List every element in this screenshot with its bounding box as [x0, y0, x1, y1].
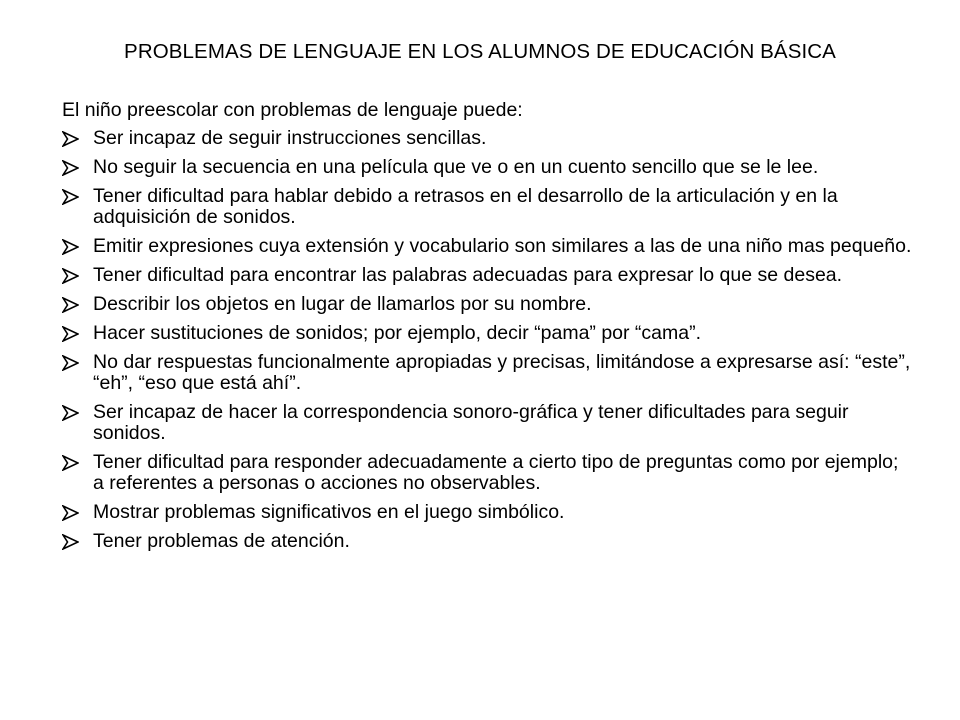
- arrowhead-bullet-icon: [62, 534, 79, 550]
- list-item: [62, 402, 912, 444]
- list-item-text: Tener problemas de atención.: [93, 530, 350, 552]
- arrowhead-bullet-icon: [62, 268, 79, 284]
- arrowhead-bullet-icon: [62, 131, 79, 147]
- list-item: [62, 323, 912, 344]
- list-item: [62, 352, 912, 394]
- list-item: [62, 452, 912, 494]
- list-item-text: Describir los objetos en lugar de llamarlos por su nombre.: [93, 293, 592, 315]
- list-item-text: No seguir la secuencia en una película que ve o en un cuento sencillo que se le lee.: [93, 156, 819, 178]
- arrowhead-bullet-icon: [62, 239, 79, 255]
- list-item: [62, 128, 912, 149]
- slide-title: PROBLEMAS DE LENGUAJE EN LOS ALUMNOS DE EDUCACIÓN BÁSICA: [124, 40, 836, 63]
- bullet-list: [62, 128, 912, 560]
- arrowhead-bullet-icon: [62, 297, 79, 313]
- arrowhead-bullet-icon: [62, 160, 79, 176]
- arrowhead-bullet-icon: [62, 355, 79, 371]
- list-item: [62, 294, 912, 315]
- arrowhead-bullet-icon: [62, 326, 79, 342]
- list-item-text: Ser incapaz de hacer la correspondencia sonoro-gráfica y tener dificultades para seguir sonidos.: [93, 401, 849, 444]
- list-item: [62, 265, 912, 286]
- arrowhead-bullet-icon: [62, 505, 79, 521]
- list-item-text: Ser incapaz de seguir instrucciones sencillas.: [93, 127, 487, 149]
- list-item: [62, 502, 912, 523]
- intro-text: El niño preescolar con problemas de lenguaje puede:: [62, 99, 523, 121]
- list-item-text: Emitir expresiones cuya extensión y vocabulario son similares a las de una niño mas pequeño.: [93, 235, 912, 257]
- arrowhead-bullet-icon: [62, 189, 79, 205]
- list-item: [62, 531, 912, 552]
- list-item: [62, 157, 912, 178]
- arrowhead-bullet-icon: [62, 455, 79, 471]
- list-item-text: No dar respuestas funcionalmente apropiadas y precisas, limitándose a expresarse así: “este”, “eh”, “eso que está ahí”.: [93, 351, 911, 394]
- list-item-text: Tener dificultad para responder adecuadamente a cierto tipo de preguntas como por ejemplo; a referentes a personas o acciones no observables.: [93, 451, 899, 494]
- list-item-text: Tener dificultad para hablar debido a retrasos en el desarrollo de la articulación y en la adquisición de sonidos.: [93, 185, 838, 228]
- list-item: [62, 236, 912, 257]
- list-item: [62, 186, 912, 228]
- arrowhead-bullet-icon: [62, 405, 79, 421]
- list-item-text: Hacer sustituciones de sonidos; por ejemplo, decir “pama” por “cama”.: [93, 322, 702, 344]
- list-item-text: Tener dificultad para encontrar las palabras adecuadas para expresar lo que se desea.: [93, 264, 843, 286]
- list-item-text: Mostrar problemas significativos en el juego simbólico.: [93, 501, 565, 523]
